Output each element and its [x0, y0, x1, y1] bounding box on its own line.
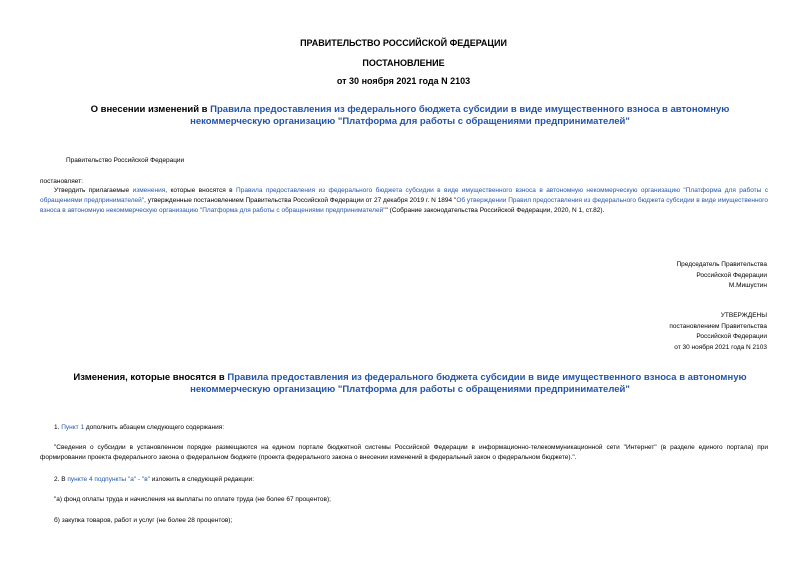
subpoint-a: "а) фонд оплаты труда и начисления на выплаты по оплате труда (не более 67 процентов);	[54, 496, 331, 503]
approved-block	[669, 311, 767, 353]
changes-title-rules-link[interactable]: Правила предоставления из федерального бюджета субсидии в виде имущественного взноса в автономную некоммерческую организацию "Платформа для работы с обращениями предпринимателей"	[190, 372, 747, 395]
approved-heading: УТВЕРЖДЕНЫ	[720, 312, 767, 319]
signature-country: Российской Федерации	[696, 271, 767, 279]
item1-number: 1.	[54, 424, 62, 431]
government-header: ПРАВИТЕЛЬСТВО РОССИЙСКОЙ ФЕДЕРАЦИИ	[300, 38, 507, 48]
change-item-2	[54, 475, 254, 485]
document-title	[60, 104, 760, 128]
item2-text: изложить в следующей редакции:	[150, 476, 255, 483]
changes-title	[60, 372, 760, 396]
approved-date: от 30 ноября 2021 года N 2103	[674, 343, 767, 351]
doc-type-header: ПОСТАНОВЛЕНИЕ	[362, 58, 445, 68]
p1-text-b: , которые вносятся в	[165, 187, 237, 194]
approved-country: Российской Федерации	[696, 333, 767, 340]
changes-title-prefix: Изменения, которые вносятся в	[73, 372, 228, 383]
p1-text-d: " (Собрание законодательства Российской Федерации, 2020, N 1, ст.82).	[385, 207, 605, 214]
subpoint-b: б) закупка товаров, работ и услуг (не более 28 процентов);	[54, 517, 233, 524]
p1-text-a: Утвердить прилагаемые	[54, 187, 133, 194]
approved-by: постановлением Правительства	[669, 322, 767, 330]
rules-link[interactable]: Правила предоставления из федерального бюджета субсидии в виде имущественного взноса в автономную некоммерческую организацию "Платформа для работы с обращениями предпринимателей"	[40, 187, 768, 204]
point-1-link[interactable]: Пункт 1	[61, 424, 85, 431]
decides-text: постановляет:	[40, 178, 83, 185]
quote-paragraph-1: "Сведения о субсидии в установленном порядке размещаются на едином портале бюджетной системы Российской Федерации в информационно-телекоммуникационной сети "Интернет" (в разделе единого портала) при формировании проекта федерального закона о федеральном бюджете (проекта федерального закона о внесении изменений в федеральный закон о федеральном бюджете).".	[40, 444, 768, 461]
signature-position: Председатель Правительства	[676, 261, 767, 268]
paragraph-approve	[40, 186, 768, 216]
item2-number: 2. В	[54, 476, 68, 483]
change-item-1	[54, 423, 224, 433]
title-prefix: О внесении изменений в	[90, 104, 211, 115]
item1-text: дополнить абзацем следующего содержания:	[84, 424, 225, 431]
signature-block	[676, 260, 767, 292]
issuer-text: Правительство Российской Федерации	[66, 157, 185, 164]
date-number-header: от 30 ноября 2021 года N 2103	[336, 76, 471, 86]
point-4-link[interactable]: пункте 4 подпункты "а" - "в"	[67, 476, 150, 483]
changes-link[interactable]: изменения	[132, 187, 166, 194]
title-rules-link[interactable]: Правила предоставления из федерального бюджета субсидии в виде имущественного взноса в автономную некоммерческую организацию "Платформа для работы с обращениями предпринимателей"	[190, 104, 730, 127]
resolution-link[interactable]: Об утверждении Правил предоставления из федерального бюджета субсидии в виде имущественного взноса в автономную некоммерческую организацию "Платформа для работы с обращениями предпринимателей"	[40, 197, 768, 214]
signature-name: М.Мишустин	[728, 282, 767, 289]
p1-text-c: , утвержденные постановлением Правительства Российской Федерации от 27 декабря 2019 г. N 1894 "	[144, 197, 457, 204]
